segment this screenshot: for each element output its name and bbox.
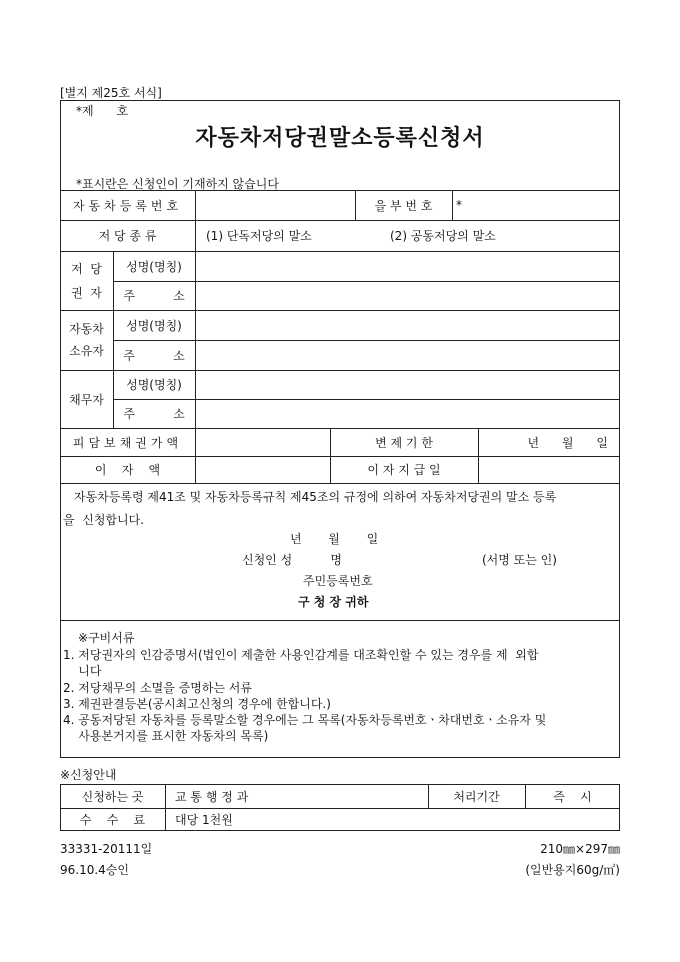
due-date-field[interactable]: 년 월 일 (527, 435, 608, 450)
place-label: 신청하는 곳 (81, 789, 144, 804)
owner-label: 자동차 소유자 (69, 322, 104, 358)
fee-label: 수 수 료 (79, 813, 146, 827)
declaration-line-2: 을 신청합니다. (63, 513, 144, 527)
document-item: 사용본거지를 표시한 자동차의 목록) (63, 729, 269, 743)
mortgagee-address-field[interactable] (196, 282, 619, 309)
documents-title: ※구비서류 (78, 631, 135, 645)
place-value: 교 통 행 정 과 (175, 789, 249, 804)
reg-no-label: 자동차등록번호 (72, 198, 183, 213)
application-date: 년 월 일 (290, 532, 379, 546)
debtor-address-field[interactable] (196, 400, 619, 427)
document-item: 1. 저당권자의 인감증명서(법인이 제출한 사용인감계를 대조확인할 수 있는 경우를 제 외합 (63, 648, 539, 662)
reg-no-field[interactable] (196, 191, 354, 220)
resident-no-label: 주민등록번호 (303, 574, 373, 588)
guide-title: ※신청안내 (60, 768, 117, 782)
document-item: 4. 공동저당된 자동차를 등록말소할 경우에는 그 목록(자동차등록번호ㆍ차대번호ㆍ소유자 및 (63, 713, 547, 727)
mortgage-type-label: 저 당 종 류 (98, 229, 157, 243)
mortgage-type-option-joint[interactable]: (2) 공동저당의 말소 (390, 229, 496, 243)
approval-date: 96.10.4승인 (60, 863, 129, 877)
debtor-name-field[interactable] (196, 371, 619, 398)
period-value: 즉 시 (553, 789, 592, 804)
notice: *표시란은 신청인이 기재하지 않습니다 (76, 177, 279, 191)
receipt-no-label: 을 부 번 호 (374, 198, 433, 213)
mortgage-type-option-single[interactable]: (1) 단독저당의 말소 (206, 229, 312, 243)
fee-value: 대당 1천원 (175, 813, 233, 827)
mortgagee-name-label: 성명(명칭) (126, 259, 182, 274)
interest-label: 이 자 액 (94, 463, 161, 477)
interest-pay-date-field[interactable] (479, 457, 619, 482)
applicant-name-label: 신청인 성 명 (242, 553, 342, 567)
debtor-name-label: 성명(명칭) (126, 378, 182, 392)
document-item: 2. 저당채무의 소멸을 증명하는 서류 (63, 681, 252, 695)
signature-label: (서명 또는 인) (482, 553, 557, 567)
declaration-line-1: 자동차등록령 제41조 및 자동차등록규칙 제45조의 규정에 의하여 자동차저당권의 말소 등록 (74, 490, 557, 504)
interest-field[interactable] (196, 457, 329, 482)
owner-address-field[interactable] (196, 341, 619, 369)
debtor-address-label: 주 소 (123, 407, 185, 421)
mortgagee-label: 저 당 권 자 (71, 261, 102, 300)
number-label: *제 호 (76, 104, 129, 118)
mortgagee-address-label: 주 소 (123, 289, 185, 303)
form-label: [별지 제25호 서식] (60, 86, 162, 100)
mortgagee-name-field[interactable] (196, 252, 619, 280)
secured-amount-label: 피담보채권가액 (72, 435, 183, 450)
secured-amount-field[interactable] (196, 429, 329, 455)
due-date-label: 변 제 기 한 (375, 435, 433, 450)
document-item: 니다 (63, 664, 102, 678)
owner-name-label: 성명(명칭) (126, 318, 182, 333)
owner-address-label: 주 소 (123, 348, 185, 363)
receipt-no-field: * (456, 198, 462, 212)
interest-pay-date-label: 이 자 지 급 일 (367, 463, 441, 477)
debtor-label: 채무자 (69, 392, 104, 407)
paper-type: (일반용지60g/㎡) (525, 863, 620, 877)
period-label: 처리기간 (453, 789, 500, 804)
paper-size: 210㎜×297㎜ (540, 842, 620, 856)
document-item: 3. 제권판결등본(공시최고신청의 경우에 한합니다.) (63, 697, 331, 711)
form-code: 33331-20111일 (60, 842, 153, 856)
page-title: 자동차저당권말소등록신청서 (195, 125, 485, 151)
owner-name-field[interactable] (196, 311, 619, 339)
addressee: 구 청 장 귀하 (298, 595, 369, 609)
